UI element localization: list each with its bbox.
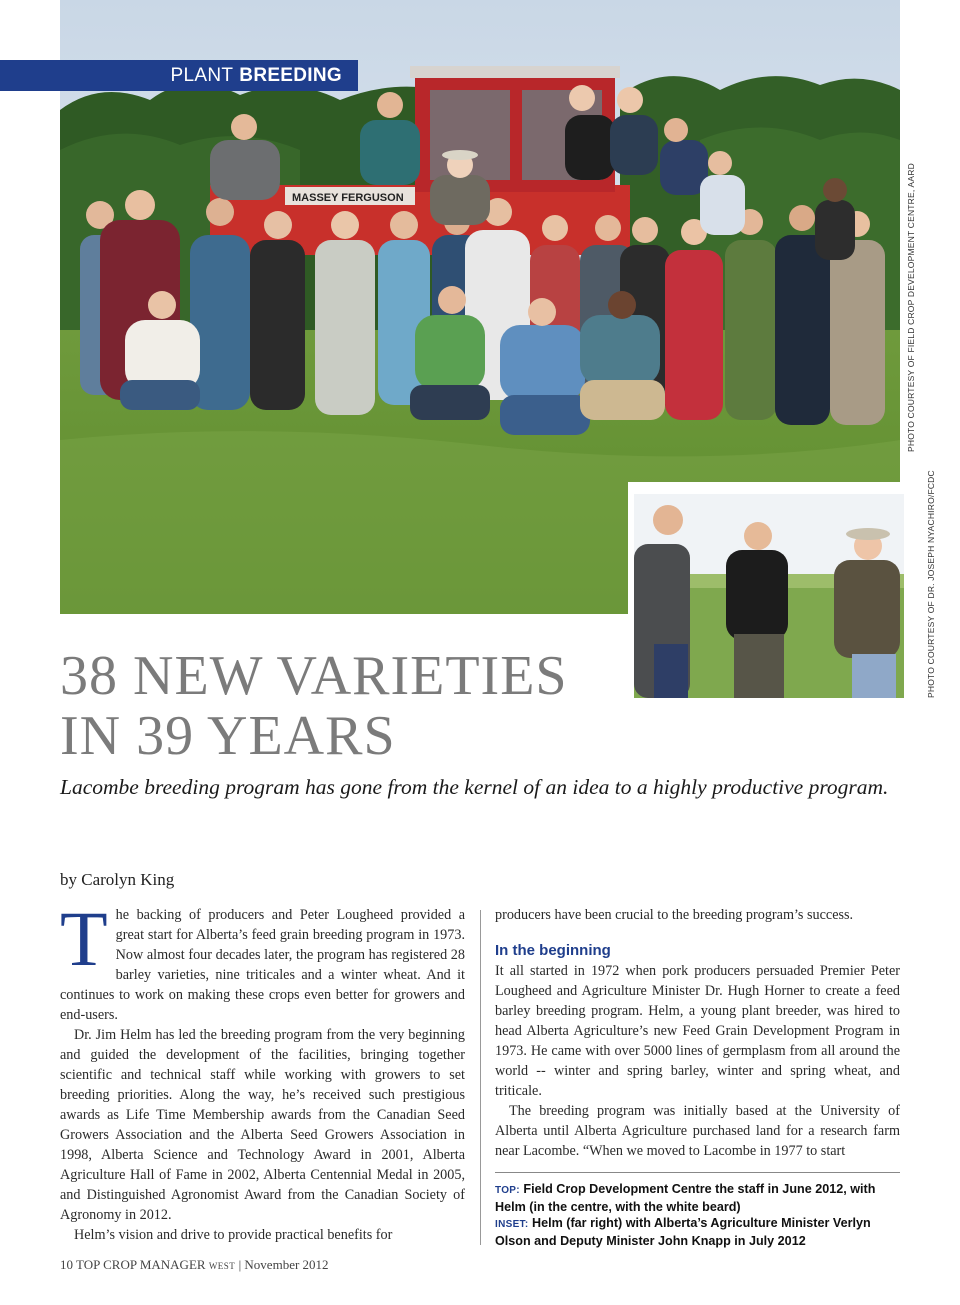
caption-top-tag: TOP:	[495, 1185, 520, 1196]
article-column-left	[60, 895, 465, 1245]
article-paragraph: The breeding program was initially based at the University of Alberta until Alberta Agriculture purchased land for a research farm near Lacombe. “When we moved to Lacombe in 1977 to start	[495, 1103, 900, 1159]
headline-line-1: 38 NEW VARIETIES	[60, 645, 568, 707]
article-paragraph: Dr. Jim Helm has led the breeding program from the very beginning and guided the development of the facilities, bringing together scientific and technical staff while working with growers to set breeding priorities. Along the way, he’s received such prestigious awards as Life Time Membership awards from the Canadian Seed Growers Association and the Alberta Seed Growers Association in 1998, Alberta Science and Technology Award in 2001, Alberta Agriculture Hall of Fame in 2002, Alberta Centennial Medal in 2005, and Distinguished Agronomist Award from the Canadian Society of Agronomy in 2012.	[60, 1027, 465, 1223]
deck: Lacombe breeding program has gone from the kernel of an idea to a highly productive program.	[60, 775, 889, 799]
magazine-edition: WEST	[208, 1261, 236, 1271]
section-label-bold: BREEDING	[239, 64, 342, 86]
photo-caption	[495, 1172, 900, 1249]
section-label: PLANT	[170, 64, 234, 86]
issue-date: November 2012	[244, 1257, 329, 1272]
subhead: In the beginning	[495, 942, 611, 959]
magazine-name: TOP CROP MANAGER	[76, 1257, 206, 1272]
caption-inset-text: Helm (far right) with Alberta’s Agriculture Minister Verlyn Olson and Deputy Minister John Knapp in July 2012	[495, 1216, 871, 1248]
inset-photo-illustration	[634, 494, 904, 698]
caption-top-text: Field Crop Development Centre the staff in June 2012, with Helm (in the centre, with the white beard)	[495, 1182, 876, 1214]
tractor-label: MASSEY FERGUSON	[292, 192, 404, 204]
article-paragraph	[60, 895, 465, 1025]
inset-photo	[628, 482, 916, 706]
section-banner	[0, 60, 358, 91]
footer-separator: |	[238, 1257, 242, 1272]
paragraph-text: he backing of producers and Peter Lougheed provided a great start for Alberta’s feed grain breeding program in 1973. Now almost four decades later, the program has registered 28 barley varieties, nine triticales and a winter wheat. And it continues to work on making these crops even better for growers and end-users.	[60, 907, 465, 1023]
main-photo-credit: PHOTO COURTESY OF FIELD CROP DEVELOPMENT CENTRE, AARD	[906, 163, 916, 452]
article-paragraph: producers have been crucial to the breeding program’s success.	[495, 907, 854, 923]
inset-photo-credit: PHOTO COURTESY OF DR. JOSEPH NYACHIRO/FCDC	[926, 470, 936, 698]
caption-top	[495, 1181, 900, 1215]
drop-cap: T	[60, 895, 108, 982]
page-footer	[60, 1257, 329, 1273]
page-number: 10	[60, 1257, 73, 1272]
byline: by Carolyn King	[60, 870, 175, 889]
caption-inset	[495, 1215, 900, 1249]
column-divider	[480, 910, 481, 1245]
article-paragraph: It all started in 1972 when pork producers persuaded Premier Peter Lougheed and Agriculture Minister Dr. Hugh Horner to create a feed barley breeding program. Helm, a young plant breeder, was hired to head Alberta Agriculture’s new Feed Grain Development Program in 1973. He came with over 5000 lines of germplasm from all around the world -- winter and spring barley, winter and spring wheat, and triticale.	[495, 963, 900, 1099]
headline	[60, 646, 620, 766]
article-column-right	[495, 905, 900, 1161]
article-paragraph: Helm’s vision and drive to provide practical benefits for	[74, 1227, 393, 1243]
caption-inset-tag: INSET:	[495, 1219, 529, 1230]
headline-line-2: IN 39 YEARS	[60, 705, 396, 767]
